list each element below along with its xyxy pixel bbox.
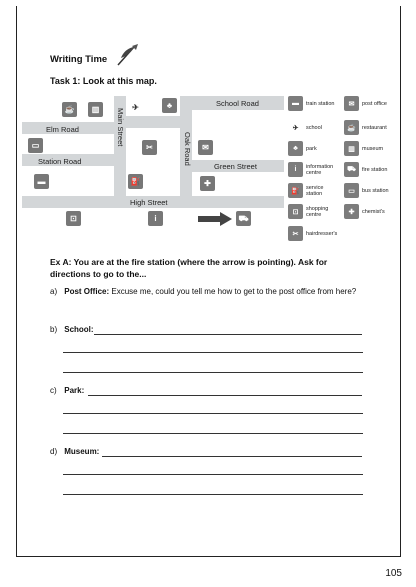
answer-line[interactable] xyxy=(88,395,362,396)
fire-station-icon: ⛟ xyxy=(344,162,359,177)
shopping-icon: ⊡ xyxy=(66,211,81,226)
answer-line[interactable] xyxy=(102,456,362,457)
legend-label: school xyxy=(306,124,322,131)
arrow-icon xyxy=(198,212,232,226)
legend-label: restaurant xyxy=(362,124,387,131)
information-icon: i xyxy=(148,211,163,226)
post-office-icon: ✉ xyxy=(198,140,213,155)
museum-icon: ▥ xyxy=(344,141,359,156)
service-station-icon: ⛽ xyxy=(128,174,143,189)
road-label: Oak Road xyxy=(183,132,192,166)
train-station-icon: ▬ xyxy=(34,174,49,189)
park-icon: ♣ xyxy=(162,98,177,113)
answer-line[interactable] xyxy=(63,433,363,434)
legend-label: museum xyxy=(362,145,384,152)
section-title: Writing Time xyxy=(50,54,108,65)
road-label: Main Street xyxy=(116,108,125,147)
information-icon: i xyxy=(288,162,303,177)
legend-label: bus station xyxy=(362,187,389,194)
question-text: Excuse me, could you tell me how to get to the post office from here? xyxy=(111,287,357,296)
post-office-icon: ✉ xyxy=(344,96,359,111)
road-label: Station Road xyxy=(38,157,82,166)
question-d xyxy=(50,446,99,458)
legend-label: shopping centre xyxy=(306,205,329,218)
question-a xyxy=(50,286,360,298)
legend-label: hairdresser's xyxy=(306,230,338,237)
chemist-icon: ✚ xyxy=(200,176,215,191)
hairdresser-icon: ✂ xyxy=(288,226,303,241)
school-icon: ✈ xyxy=(288,120,303,135)
train-icon: ▬ xyxy=(288,96,303,111)
road-label: High Street xyxy=(130,198,168,207)
bus-station-icon: ▭ xyxy=(344,183,359,198)
school-icon: ✈ xyxy=(128,100,143,115)
service-station-icon: ⛽ xyxy=(288,183,303,198)
quill-pen-icon xyxy=(114,42,140,68)
road-label: School Road xyxy=(216,99,259,108)
answer-line[interactable] xyxy=(63,474,363,475)
question-number: d) xyxy=(50,447,58,456)
park-icon: ♣ xyxy=(288,141,303,156)
question-label: Post Office: xyxy=(64,287,110,296)
exercise-heading: Ex A: You are at the fire station (where the arrow is pointing). Ask for directions to go to the... xyxy=(50,257,328,279)
road-label: Green Street xyxy=(214,162,257,171)
legend-label: train station xyxy=(306,100,335,107)
question-c xyxy=(50,385,84,397)
legend-label: park xyxy=(306,145,317,152)
museum-icon: ▥ xyxy=(88,102,103,117)
bus-station-icon: ▭ xyxy=(28,138,43,153)
fire-station-icon: ⛟ xyxy=(236,211,251,226)
question-b xyxy=(50,324,94,336)
hairdresser-icon: ✂ xyxy=(142,140,157,155)
legend-label: post office xyxy=(362,100,387,107)
chemist-icon: ✚ xyxy=(344,204,359,219)
answer-line[interactable] xyxy=(63,352,363,353)
legend-label: chemist's xyxy=(362,208,385,215)
answer-line[interactable] xyxy=(63,413,363,414)
question-label: School: xyxy=(64,325,94,334)
shopping-icon: ⊡ xyxy=(288,204,303,219)
answer-line[interactable] xyxy=(63,372,363,373)
restaurant-icon: ☕ xyxy=(344,120,359,135)
page-number: 105 xyxy=(385,568,402,579)
legend-label: fire station xyxy=(362,166,388,173)
restaurant-icon: ☕ xyxy=(62,102,77,117)
legend-label: service station xyxy=(306,184,324,197)
question-number: a) xyxy=(50,287,58,296)
street-map xyxy=(22,96,284,230)
legend-label: information centre xyxy=(306,163,334,176)
question-number: c) xyxy=(50,386,57,395)
map-legend xyxy=(288,96,403,246)
answer-line[interactable] xyxy=(63,494,363,495)
question-label: Park: xyxy=(64,386,85,395)
road-label: Elm Road xyxy=(46,125,79,134)
task-heading: Task 1: Look at this map. xyxy=(50,76,157,86)
question-number: b) xyxy=(50,325,58,334)
answer-line[interactable] xyxy=(94,334,362,335)
question-label: Museum: xyxy=(64,447,100,456)
